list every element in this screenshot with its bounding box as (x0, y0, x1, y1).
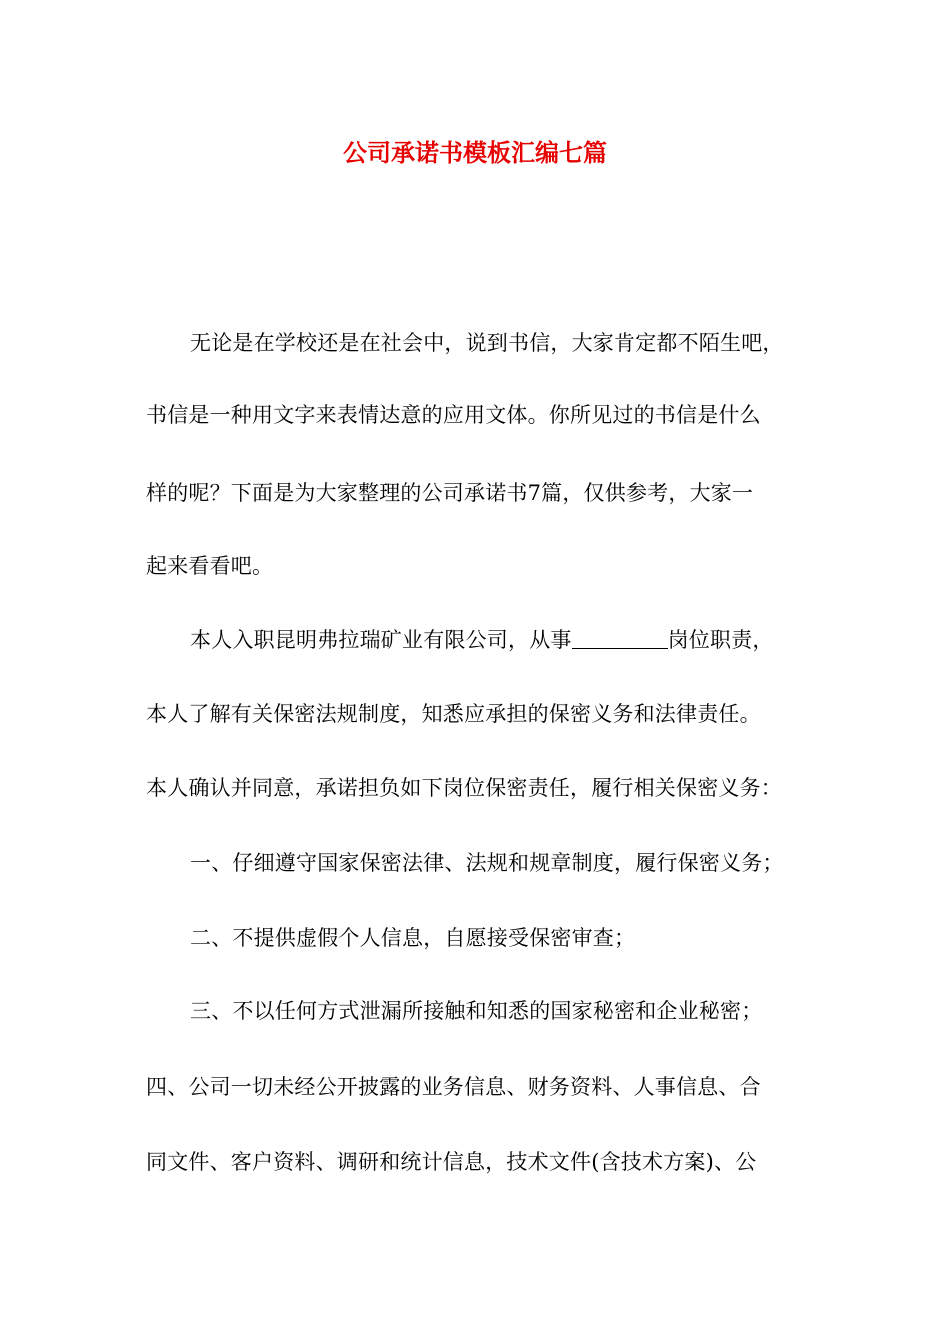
document-title: 公司承诺书模板汇编七篇 (343, 138, 607, 167)
item-1: 一、仔细遵守国家保密法律、法规和规章制度，履行保密义务； (190, 851, 784, 875)
pledge-line-1 (190, 625, 830, 655)
pledge-line-1-text: 本人入职昆明弗拉瑞矿业有限公司，从事 (190, 628, 572, 652)
pledge-line-1-end: 岗位职责， (667, 628, 774, 652)
position-blank (572, 626, 668, 649)
pledge-line-3: 本人确认并同意，承诺担负如下岗位保密责任，履行相关保密义务： (146, 776, 782, 800)
intro-line-1: 无论是在学校还是在社会中，说到书信，大家肯定都不陌生吧， (190, 331, 784, 355)
intro-line-3: 样的呢？下面是为大家整理的公司承诺书7篇，仅供参考，大家一 (146, 481, 754, 505)
item-4-line-1: 四、公司一切未经公开披露的业务信息、财务资料、人事信息、合 (146, 1075, 761, 1099)
intro-line-4: 起来看看吧。 (146, 554, 274, 578)
item-4-line-2: 同文件、客户资料、调研和统计信息，技术文件(含技术方案)、公 (146, 1150, 757, 1174)
intro-line-2: 书信是一种用文字来表情达意的应用文体。你所见过的书信是什么 (146, 403, 761, 427)
item-3: 三、不以任何方式泄漏所接触和知悉的国家秘密和企业秘密； (190, 999, 763, 1023)
pledge-line-2: 本人了解有关保密法规制度，知悉应承担的保密义务和法律责任。 (146, 702, 761, 726)
item-2: 二、不提供虚假个人信息，自愿接受保密审查； (190, 926, 636, 950)
